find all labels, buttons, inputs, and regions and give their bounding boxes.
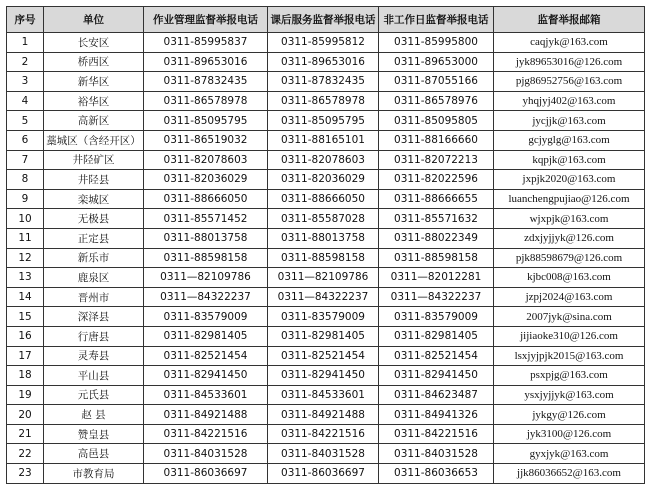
row-index: 18 [7,366,44,386]
afterschool-phone: 0311—84322237 [268,287,379,307]
report-email[interactable]: jzpj2024@163.com [494,287,645,307]
homework-phone: 0311-82981405 [144,326,268,346]
row-index: 13 [7,268,44,288]
unit-name: 栾城区 [44,189,144,209]
row-index: 17 [7,346,44,366]
afterschool-phone: 0311-82036029 [268,170,379,190]
afterschool-phone: 0311-87832435 [268,72,379,92]
report-email[interactable]: jyk89653016@126.com [494,52,645,72]
table-row [7,346,645,366]
homework-phone: 0311-89653016 [144,52,268,72]
header-homework-phone: 作业管理监督举报电话 [144,7,268,33]
nonworkday-phone: 0311-89653000 [379,52,494,72]
report-email[interactable]: wjxpjk@163.com [494,209,645,229]
report-email[interactable]: gyxjyk@163.com [494,444,645,464]
homework-phone: 0311-82941450 [144,366,268,386]
nonworkday-phone: 0311-82072213 [379,150,494,170]
unit-name: 灵寿县 [44,346,144,366]
unit-name: 裕华区 [44,91,144,111]
afterschool-phone: 0311-82981405 [268,326,379,346]
nonworkday-phone: 0311-87055166 [379,72,494,92]
report-email[interactable]: luanchengpujiao@126.com [494,189,645,209]
header-row [7,7,645,33]
homework-phone: 0311-86519032 [144,130,268,150]
homework-phone: 0311-83579009 [144,307,268,327]
afterschool-phone: 0311-85587028 [268,209,379,229]
nonworkday-phone: 0311-88166660 [379,130,494,150]
nonworkday-phone: 0311-84623487 [379,385,494,405]
report-email[interactable]: jxpjk2020@163.com [494,170,645,190]
homework-phone: 0311-84533601 [144,385,268,405]
unit-name: 行唐县 [44,326,144,346]
table-row [7,464,645,484]
row-index: 12 [7,248,44,268]
nonworkday-phone: 0311-82981405 [379,326,494,346]
homework-phone: 0311-88013758 [144,228,268,248]
homework-phone: 0311—82109786 [144,268,268,288]
table-row [7,366,645,386]
homework-phone: 0311-86578978 [144,91,268,111]
homework-phone: 0311-82036029 [144,170,268,190]
nonworkday-phone: 0311-88022349 [379,228,494,248]
report-email[interactable]: pjk88598679@126.com [494,248,645,268]
homework-phone: 0311—84322237 [144,287,268,307]
row-index: 15 [7,307,44,327]
table-row [7,150,645,170]
homework-phone: 0311-86036697 [144,464,268,484]
nonworkday-phone: 0311—84322237 [379,287,494,307]
unit-name: 平山县 [44,366,144,386]
table-row [7,91,645,111]
afterschool-phone: 0311-86578978 [268,91,379,111]
table-row [7,307,645,327]
afterschool-phone: 0311-89653016 [268,52,379,72]
afterschool-phone: 0311-84221516 [268,424,379,444]
table-row [7,170,645,190]
nonworkday-phone: 0311-86578976 [379,91,494,111]
header-index: 序号 [7,7,44,33]
unit-name: 高邑县 [44,444,144,464]
header-afterschool-phone: 课后服务监督举报电话 [268,7,379,33]
unit-name: 赞皇县 [44,424,144,444]
row-index: 6 [7,130,44,150]
nonworkday-phone: 0311-88666655 [379,189,494,209]
report-email[interactable]: kjbc008@163.com [494,268,645,288]
row-index: 21 [7,424,44,444]
homework-phone: 0311-88666050 [144,189,268,209]
table-row [7,52,645,72]
nonworkday-phone: 0311-88598158 [379,248,494,268]
unit-name: 鹿泉区 [44,268,144,288]
report-contacts-table [6,6,645,484]
table-row [7,444,645,464]
header-nonworkday-phone: 非工作日监督举报电话 [379,7,494,33]
report-contacts-table-container [6,6,644,484]
report-email[interactable]: kqpjk@163.com [494,150,645,170]
table-row [7,268,645,288]
afterschool-phone: 0311-85095795 [268,111,379,131]
nonworkday-phone: 0311-85571632 [379,209,494,229]
afterschool-phone: 0311-82521454 [268,346,379,366]
nonworkday-phone: 0311-85995800 [379,33,494,53]
table-row [7,111,645,131]
nonworkday-phone: 0311-84941326 [379,405,494,425]
table-row [7,130,645,150]
table-row [7,326,645,346]
unit-name: 藁城区（含经开区） [44,130,144,150]
table-row [7,189,645,209]
afterschool-phone: 0311-86036697 [268,464,379,484]
nonworkday-phone: 0311-84031528 [379,444,494,464]
unit-name: 桥西区 [44,52,144,72]
table-row [7,405,645,425]
nonworkday-phone: 0311-86036653 [379,464,494,484]
homework-phone: 0311-84031528 [144,444,268,464]
row-index: 5 [7,111,44,131]
afterschool-phone: 0311-82078603 [268,150,379,170]
report-email[interactable]: jjk86036652@163.com [494,464,645,484]
afterschool-phone: 0311-84533601 [268,385,379,405]
row-index: 8 [7,170,44,190]
header-email: 监督举报邮箱 [494,7,645,33]
report-email[interactable]: lsxjyjpjk2015@163.com [494,346,645,366]
row-index: 4 [7,91,44,111]
report-email[interactable]: gcjyglg@163.com [494,130,645,150]
homework-phone: 0311-84221516 [144,424,268,444]
row-index: 3 [7,72,44,92]
report-email[interactable]: pjg86952756@163.com [494,72,645,92]
row-index: 10 [7,209,44,229]
table-row [7,72,645,92]
unit-name: 新乐市 [44,248,144,268]
nonworkday-phone: 0311-84221516 [379,424,494,444]
homework-phone: 0311-82078603 [144,150,268,170]
afterschool-phone: 0311-88666050 [268,189,379,209]
row-index: 7 [7,150,44,170]
report-email[interactable]: ysxjyjjyk@163.com [494,385,645,405]
afterschool-phone: 0311-88165101 [268,130,379,150]
homework-phone: 0311-88598158 [144,248,268,268]
afterschool-phone: 0311-88013758 [268,228,379,248]
report-email[interactable]: psxpjg@163.com [494,366,645,386]
homework-phone: 0311-84921488 [144,405,268,425]
table-row [7,248,645,268]
homework-phone: 0311-85095795 [144,111,268,131]
nonworkday-phone: 0311-85095805 [379,111,494,131]
unit-name: 无极县 [44,209,144,229]
report-email[interactable]: caqjyk@163.com [494,33,645,53]
afterschool-phone: 0311-83579009 [268,307,379,327]
row-index: 1 [7,33,44,53]
report-email[interactable]: zdxjyjjyk@126.com [494,228,645,248]
table-row [7,287,645,307]
unit-name: 市教育局 [44,464,144,484]
unit-name: 新华区 [44,72,144,92]
unit-name: 正定县 [44,228,144,248]
nonworkday-phone: 0311-82941450 [379,366,494,386]
row-index: 22 [7,444,44,464]
table-row [7,385,645,405]
report-email[interactable]: 2007jyk@sina.com [494,307,645,327]
table-row [7,424,645,444]
table-row [7,209,645,229]
unit-name: 深泽县 [44,307,144,327]
afterschool-phone: 0311-82941450 [268,366,379,386]
report-email[interactable]: jykgy@126.com [494,405,645,425]
row-index: 9 [7,189,44,209]
nonworkday-phone: 0311-82521454 [379,346,494,366]
afterschool-phone: 0311-84921488 [268,405,379,425]
table-row [7,228,645,248]
afterschool-phone: 0311-88598158 [268,248,379,268]
table-row [7,33,645,53]
unit-name: 长安区 [44,33,144,53]
afterschool-phone: 0311—82109786 [268,268,379,288]
afterschool-phone: 0311-84031528 [268,444,379,464]
row-index: 14 [7,287,44,307]
report-email[interactable]: yhqjyj402@163.com [494,91,645,111]
row-index: 19 [7,385,44,405]
row-index: 16 [7,326,44,346]
afterschool-phone: 0311-85995812 [268,33,379,53]
homework-phone: 0311-85571452 [144,209,268,229]
report-email[interactable]: jycjjk@163.com [494,111,645,131]
unit-name: 井陉县 [44,170,144,190]
unit-name: 赵 县 [44,405,144,425]
homework-phone: 0311-87832435 [144,72,268,92]
report-email[interactable]: jyk3100@126.com [494,424,645,444]
homework-phone: 0311-85995837 [144,33,268,53]
homework-phone: 0311-82521454 [144,346,268,366]
nonworkday-phone: 0311-83579009 [379,307,494,327]
row-index: 2 [7,52,44,72]
row-index: 23 [7,464,44,484]
table-body [7,33,645,484]
unit-name: 高新区 [44,111,144,131]
report-email[interactable]: jijiaoke310@126.com [494,326,645,346]
nonworkday-phone: 0311—82012281 [379,268,494,288]
unit-name: 井陉矿区 [44,150,144,170]
nonworkday-phone: 0311-82022596 [379,170,494,190]
header-unit: 单位 [44,7,144,33]
unit-name: 晋州市 [44,287,144,307]
row-index: 20 [7,405,44,425]
unit-name: 元氏县 [44,385,144,405]
row-index: 11 [7,228,44,248]
